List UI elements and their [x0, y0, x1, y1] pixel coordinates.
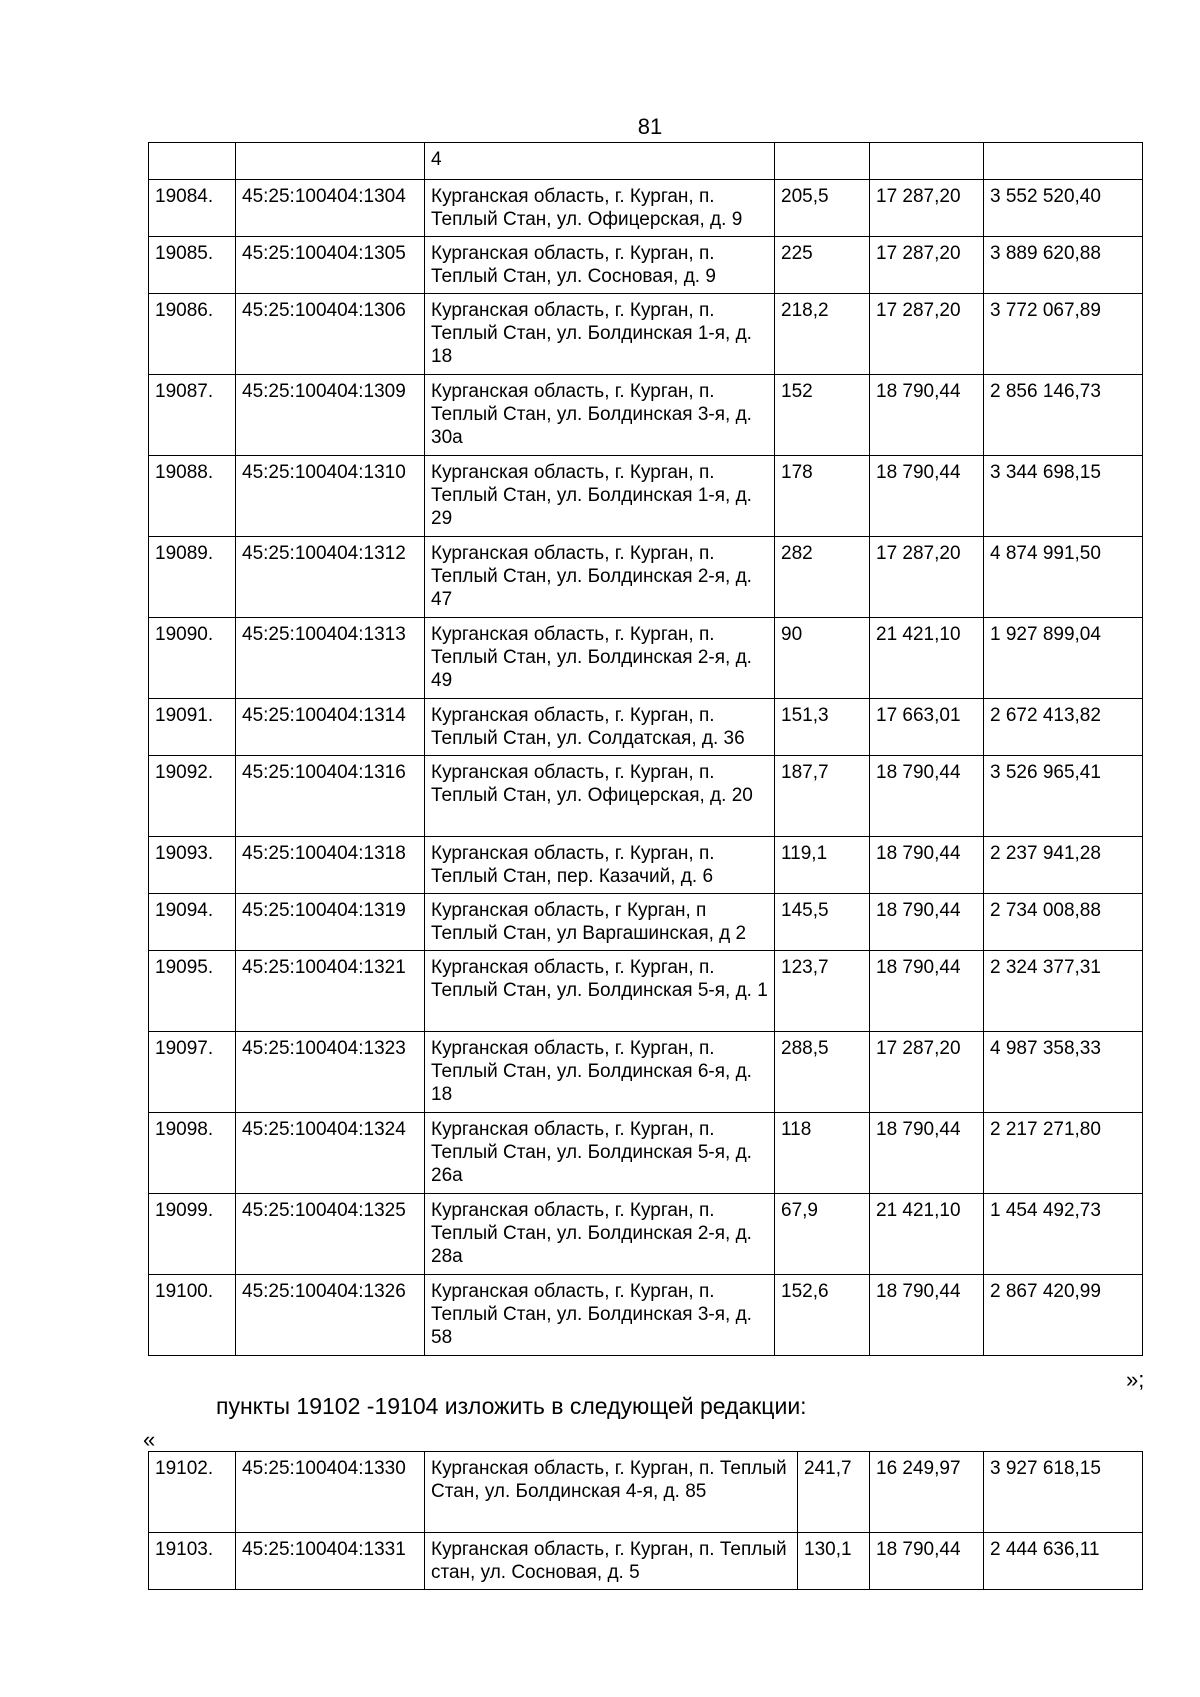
item-number-cell: 19088. — [149, 456, 236, 537]
table-row — [149, 180, 1143, 237]
specific-value-cell: 18 790,44 — [870, 951, 984, 1032]
table-row — [149, 837, 1143, 894]
table-row — [149, 1533, 1143, 1590]
specific-value-cell: 17 287,20 — [870, 537, 984, 618]
specific-value-cell: 21 421,10 — [870, 618, 984, 699]
specific-value-cell: 17 287,20 — [870, 294, 984, 375]
cadastral-number-cell: 45:25:100404:1304 — [236, 180, 425, 237]
cadastral-number-cell: 45:25:100404:1331 — [236, 1533, 425, 1590]
address-cell: Курганская область, г. Курган, п. Теплый Стан, ул. Болдинская 1-я, д. 29 — [425, 456, 775, 537]
specific-value-cell: 17 287,20 — [870, 237, 984, 294]
item-number-cell: 19102. — [149, 1452, 236, 1533]
item-number-cell: 19103. — [149, 1533, 236, 1590]
table-row — [149, 1275, 1143, 1356]
table-row — [149, 375, 1143, 456]
item-number-cell: 19100. — [149, 1275, 236, 1356]
area-cell: 90 — [775, 618, 870, 699]
table-row — [149, 143, 1143, 180]
cadastral-value-cell: 3 927 618,15 — [984, 1452, 1143, 1533]
area-cell: 152,6 — [775, 1275, 870, 1356]
table-row — [149, 1113, 1143, 1194]
amended-items-table — [148, 1451, 1143, 1590]
cadastral-value-cell: 1 454 492,73 — [984, 1194, 1143, 1275]
cadastral-value-table — [148, 142, 1143, 1356]
area-cell: 288,5 — [775, 1032, 870, 1113]
cadastral-number-cell: 45:25:100404:1325 — [236, 1194, 425, 1275]
item-number-cell: 19098. — [149, 1113, 236, 1194]
cadastral-number-cell: 45:25:100404:1309 — [236, 375, 425, 456]
item-number-cell: 19084. — [149, 180, 236, 237]
table-row — [149, 456, 1143, 537]
area-cell: 282 — [775, 537, 870, 618]
area-cell: 145,5 — [775, 894, 870, 951]
cadastral-number-cell: 45:25:100404:1326 — [236, 1275, 425, 1356]
cadastral-value-cell: 2 867 420,99 — [984, 1275, 1143, 1356]
item-number-cell: 19093. — [149, 837, 236, 894]
address-cell: Курганская область, г. Курган, п. Теплый Стан, ул. Болдинская 5-я, д. 26а — [425, 1113, 775, 1194]
area-cell: 205,5 — [775, 180, 870, 237]
table-row — [149, 894, 1143, 951]
address-cell: 4 — [425, 143, 775, 180]
cadastral-value-cell: 3 526 965,41 — [984, 756, 1143, 837]
specific-value-cell: 17 663,01 — [870, 699, 984, 756]
item-number-cell: 19097. — [149, 1032, 236, 1113]
cadastral-value-cell: 2 672 413,82 — [984, 699, 1143, 756]
cadastral-number-cell: 45:25:100404:1318 — [236, 837, 425, 894]
table-row — [149, 1032, 1143, 1113]
cadastral-number-cell: 45:25:100404:1314 — [236, 699, 425, 756]
address-cell: Курганская область, г. Курган, п. Теплый Стан, ул. Болдинская 2-я, д. 28а — [425, 1194, 775, 1275]
cadastral-number-cell: 45:25:100404:1316 — [236, 756, 425, 837]
opening-quote: « — [143, 1427, 156, 1452]
cadastral-number-cell: 45:25:100404:1305 — [236, 237, 425, 294]
cadastral-value-cell: 2 856 146,73 — [984, 375, 1143, 456]
cadastral-value-cell: 3 889 620,88 — [984, 237, 1143, 294]
address-cell: Курганская область, г. Курган, п. Теплый Стан, ул. Солдатская, д. 36 — [425, 699, 775, 756]
specific-value-cell: 17 287,20 — [870, 180, 984, 237]
item-number-cell: 19089. — [149, 537, 236, 618]
area-cell: 225 — [775, 237, 870, 294]
specific-value-cell: 18 790,44 — [870, 1275, 984, 1356]
item-number-cell: 19095. — [149, 951, 236, 1032]
cadastral-number-cell: 45:25:100404:1319 — [236, 894, 425, 951]
item-number-cell: 19099. — [149, 1194, 236, 1275]
area-cell: 67,9 — [775, 1194, 870, 1275]
address-cell: Курганская область, г. Курган, п. Теплый Стан, ул. Болдинская 3-я, д. 30а — [425, 375, 775, 456]
cadastral-number-cell: 45:25:100404:1330 — [236, 1452, 425, 1533]
cadastral-number-cell: 45:25:100404:1310 — [236, 456, 425, 537]
cadastral-value-cell: 2 237 941,28 — [984, 837, 1143, 894]
cadastral-value-cell: 2 444 636,11 — [984, 1533, 1143, 1590]
item-number-cell: 19090. — [149, 618, 236, 699]
cadastral-number-cell: 45:25:100404:1321 — [236, 951, 425, 1032]
area-cell: 118 — [775, 1113, 870, 1194]
address-cell: Курганская область, г. Курган, п. Теплый Стан, ул. Болдинская 6-я, д. 18 — [425, 1032, 775, 1113]
cadastral-number-cell: 45:25:100404:1312 — [236, 537, 425, 618]
item-number-cell: 19085. — [149, 237, 236, 294]
table-row — [149, 237, 1143, 294]
table-row — [149, 699, 1143, 756]
cadastral-value-cell: 4 874 991,50 — [984, 537, 1143, 618]
table-row — [149, 1452, 1143, 1533]
specific-value-cell: 17 287,20 — [870, 1032, 984, 1113]
table-row — [149, 951, 1143, 1032]
area-cell — [775, 143, 870, 180]
address-cell: Курганская область, г. Курган, п. Теплый Стан, ул. Офицерская, д. 9 — [425, 180, 775, 237]
item-number-cell: 19094. — [149, 894, 236, 951]
area-cell: 187,7 — [775, 756, 870, 837]
cadastral-value-cell: 3 772 067,89 — [984, 294, 1143, 375]
item-number-cell — [149, 143, 236, 180]
cadastral-value-cell: 3 344 698,15 — [984, 456, 1143, 537]
item-number-cell: 19086. — [149, 294, 236, 375]
address-cell: Курганская область, г. Курган, п. Теплый Стан, ул. Болдинская 2-я, д. 47 — [425, 537, 775, 618]
address-cell: Курганская область, г. Курган, п. Теплый Стан, ул. Болдинская 1-я, д. 18 — [425, 294, 775, 375]
specific-value-cell: 21 421,10 — [870, 1194, 984, 1275]
cadastral-number-cell: 45:25:100404:1306 — [236, 294, 425, 375]
address-cell: Курганская область, г. Курган, п. Теплый стан, ул. Сосновая, д. 5 — [425, 1533, 798, 1590]
page-number: 81 — [637, 114, 663, 139]
address-cell: Курганская область, г. Курган, п. Теплый Стан, пер. Казачий, д. 6 — [425, 837, 775, 894]
specific-value-cell: 16 249,97 — [870, 1452, 984, 1533]
specific-value-cell: 18 790,44 — [870, 456, 984, 537]
cadastral-value-cell: 3 552 520,40 — [984, 180, 1143, 237]
specific-value-cell: 18 790,44 — [870, 837, 984, 894]
area-cell: 123,7 — [775, 951, 870, 1032]
address-cell: Курганская область, г. Курган, п. Теплый Стан, ул. Офицерская, д. 20 — [425, 756, 775, 837]
area-cell: 151,3 — [775, 699, 870, 756]
address-cell: Курганская область, г. Курган, п. Теплый Стан, ул. Болдинская 5-я, д. 1 — [425, 951, 775, 1032]
area-cell: 130,1 — [798, 1533, 870, 1590]
closing-quote: »; — [1126, 1367, 1145, 1392]
area-cell: 218,2 — [775, 294, 870, 375]
cadastral-value-cell: 2 217 271,80 — [984, 1113, 1143, 1194]
address-cell: Курганская область, г Курган, п Теплый Стан, ул Варгашинская, д 2 — [425, 894, 775, 951]
cadastral-value-cell: 2 734 008,88 — [984, 894, 1143, 951]
specific-value-cell: 18 790,44 — [870, 756, 984, 837]
address-cell: Курганская область, г. Курган, п. Теплый Стан, ул. Болдинская 4-я, д. 85 — [425, 1452, 798, 1533]
area-cell: 178 — [775, 456, 870, 537]
address-cell: Курганская область, г. Курган, п. Теплый Стан, ул. Сосновая, д. 9 — [425, 237, 775, 294]
table-row — [149, 756, 1143, 837]
specific-value-cell: 18 790,44 — [870, 1533, 984, 1590]
area-cell: 241,7 — [798, 1452, 870, 1533]
item-number-cell: 19091. — [149, 699, 236, 756]
item-number-cell: 19092. — [149, 756, 236, 837]
area-cell: 152 — [775, 375, 870, 456]
cadastral-value-cell: 2 324 377,31 — [984, 951, 1143, 1032]
address-cell: Курганская область, г. Курган, п. Теплый Стан, ул. Болдинская 3-я, д. 58 — [425, 1275, 775, 1356]
item-number-cell: 19087. — [149, 375, 236, 456]
specific-value-cell — [870, 143, 984, 180]
cadastral-value-cell: 4 987 358,33 — [984, 1032, 1143, 1113]
area-cell: 119,1 — [775, 837, 870, 894]
table-row — [149, 618, 1143, 699]
cadastral-number-cell: 45:25:100404:1323 — [236, 1032, 425, 1113]
cadastral-number-cell — [236, 143, 425, 180]
specific-value-cell: 18 790,44 — [870, 894, 984, 951]
table-row — [149, 537, 1143, 618]
cadastral-number-cell: 45:25:100404:1313 — [236, 618, 425, 699]
table-row — [149, 294, 1143, 375]
specific-value-cell: 18 790,44 — [870, 375, 984, 456]
specific-value-cell: 18 790,44 — [870, 1113, 984, 1194]
table-row — [149, 1194, 1143, 1275]
address-cell: Курганская область, г. Курган, п. Теплый Стан, ул. Болдинская 2-я, д. 49 — [425, 618, 775, 699]
cadastral-value-cell: 1 927 899,04 — [984, 618, 1143, 699]
cadastral-value-cell — [984, 143, 1143, 180]
cadastral-number-cell: 45:25:100404:1324 — [236, 1113, 425, 1194]
amendment-paragraph: пункты 19102 -19104 изложить в следующей редакции: — [216, 1393, 807, 1419]
